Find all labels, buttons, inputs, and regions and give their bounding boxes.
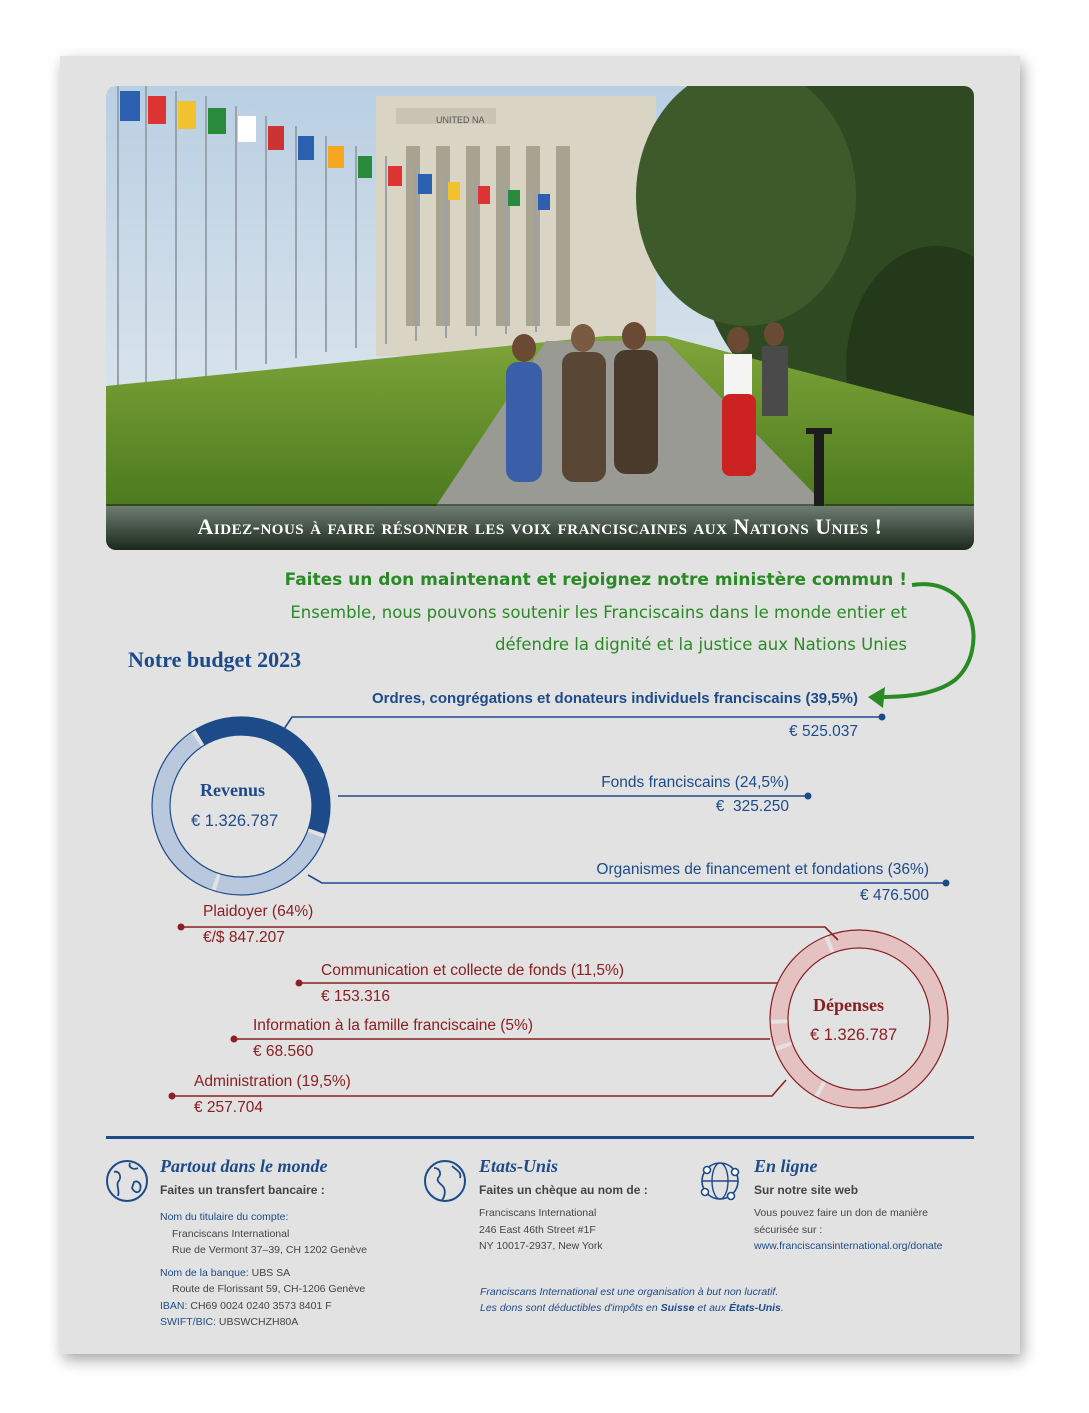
bank-name: UBS SA — [251, 1266, 291, 1279]
online-line-2: sécurisée sur : — [754, 1223, 823, 1236]
expense-item-2-amount: € 153.316 — [321, 988, 390, 1005]
account-holder-key: Nom du titulaire du compte: — [160, 1211, 289, 1223]
arrow-head-icon — [868, 687, 885, 708]
callout-line-3: défendre la dignité et la justice aux Nations Unies — [494, 635, 907, 654]
expense-item-4-amount: € 257.704 — [194, 1099, 263, 1116]
expense-ring-inner — [788, 948, 930, 1090]
banner-text: Aidez-nous à faire résonner les voix franciscaines aux Nations Unies ! — [197, 514, 883, 539]
globe-icon — [104, 1158, 150, 1204]
tax-note — [480, 1284, 784, 1316]
revenue-dot-1 — [879, 714, 886, 721]
online-subtitle: Sur notre site web — [754, 1183, 859, 1197]
usa-line-2: 246 East 46th Street #1F — [479, 1223, 596, 1236]
revenue-item-1-label: Ordres, congrégations et donateurs individuels franciscains (39,5%) — [372, 690, 858, 707]
tax-note-line-1: Franciscans International est une organisation à but non lucratif. — [480, 1286, 779, 1298]
expense-title: Dépenses — [813, 995, 884, 1015]
footer-col-world — [160, 1156, 410, 1331]
expense-item-1-amount: €/$ 847.207 — [203, 929, 285, 946]
world-title: Partout dans le monde — [160, 1156, 328, 1176]
expense-item-3-amount: € 68.560 — [253, 1043, 314, 1060]
building-sign: UNITED NA — [436, 115, 485, 125]
usa-line-1: Franciscans International — [479, 1207, 597, 1219]
revenue-item-1-amount: € 525.037 — [789, 723, 858, 740]
revenue-ring — [152, 717, 330, 895]
bank-address: Route de Florissant 59, CH-1206 Genève — [172, 1283, 366, 1295]
expense-segment-2 — [784, 1048, 818, 1088]
expense-dot-3 — [231, 1036, 238, 1043]
revenue-dot-2 — [805, 793, 812, 800]
revenue-item-2-label: Fonds franciscains (24,5%) — [601, 774, 789, 791]
expense-dot-2 — [296, 980, 303, 987]
tax-note-suisse: Suisse — [660, 1302, 695, 1314]
expense-total: € 1.326.787 — [810, 1026, 898, 1044]
world-subtitle: Faites un transfert bancaire : — [160, 1183, 325, 1197]
revenue-item-2-amount: € 325.250 — [715, 798, 789, 815]
tax-note-line-2b: et aux — [694, 1302, 729, 1314]
footer-col-online — [754, 1156, 974, 1255]
revenue-ring-inner — [170, 735, 312, 877]
revenue-dot-3 — [943, 880, 950, 887]
tax-note-usa: États-Unis — [728, 1302, 781, 1314]
americas-globe-icon — [422, 1158, 468, 1204]
revenue-segment-2 — [218, 835, 315, 886]
revenue-title: Revenus — [200, 780, 266, 800]
account-holder-address: Rue de Vermont 37–39, CH 1202 Genève — [172, 1244, 367, 1256]
callout-arrow — [880, 584, 973, 697]
revenue-total: € 1.326.787 — [191, 812, 279, 830]
online-title: En ligne — [754, 1156, 818, 1176]
donate-link[interactable]: www.franciscansinternational.org/donate — [754, 1240, 943, 1252]
account-holder-name: Franciscans International — [172, 1227, 290, 1240]
tax-note-line-2c: . — [780, 1302, 784, 1314]
swift-key: SWIFT/BIC: — [160, 1316, 216, 1328]
footer-divider — [106, 1136, 974, 1139]
expense-ring — [770, 930, 948, 1108]
expense-item-4-label: Administration (19,5%) — [194, 1073, 351, 1090]
expense-dot-4 — [169, 1093, 176, 1100]
revenue-item-3-amount: € 476.500 — [860, 887, 929, 904]
expense-dot-1 — [178, 924, 185, 931]
footer-col-usa — [479, 1156, 699, 1255]
expense-item-1-label: Plaidoyer (64%) — [203, 903, 314, 920]
revenue-segment-3 — [161, 740, 214, 882]
budget-title: Notre budget 2023 — [128, 647, 302, 672]
tax-note-line-2a: Les dons sont déductibles d'impôts en — [480, 1302, 661, 1314]
expense-segment-1 — [822, 939, 939, 1099]
network-globe-icon — [697, 1158, 743, 1204]
usa-title: Etats-Unis — [479, 1156, 559, 1176]
online-line-1: Vous pouvez faire un don de manière — [754, 1207, 928, 1219]
swift-value: UBSWCHZH80A — [218, 1316, 299, 1328]
usa-subtitle: Faites un chèque au nom de : — [479, 1183, 648, 1197]
iban-key: IBAN: — [160, 1299, 188, 1312]
bank-key: Nom de la banque: — [160, 1266, 249, 1279]
usa-line-3: NY 10017-2937, New York — [479, 1240, 603, 1252]
expense-item-2-label: Communication et collecte de fonds (11,5%) — [321, 962, 624, 979]
iban-value: CH69 0024 0240 3573 8401 F — [190, 1299, 332, 1312]
callout-line-1: Faites un don maintenant et rejoignez notre ministère commun ! — [284, 570, 907, 590]
expense-item-3-label: Information à la famille franciscaine (5%) — [253, 1017, 533, 1034]
callout-line-2: Ensemble, nous pouvons soutenir les Franciscains dans le monde entier et — [290, 603, 907, 622]
revenue-item-3-label: Organismes de financement et fondations (36%) — [596, 861, 929, 878]
expense-segment-3 — [779, 1024, 783, 1045]
